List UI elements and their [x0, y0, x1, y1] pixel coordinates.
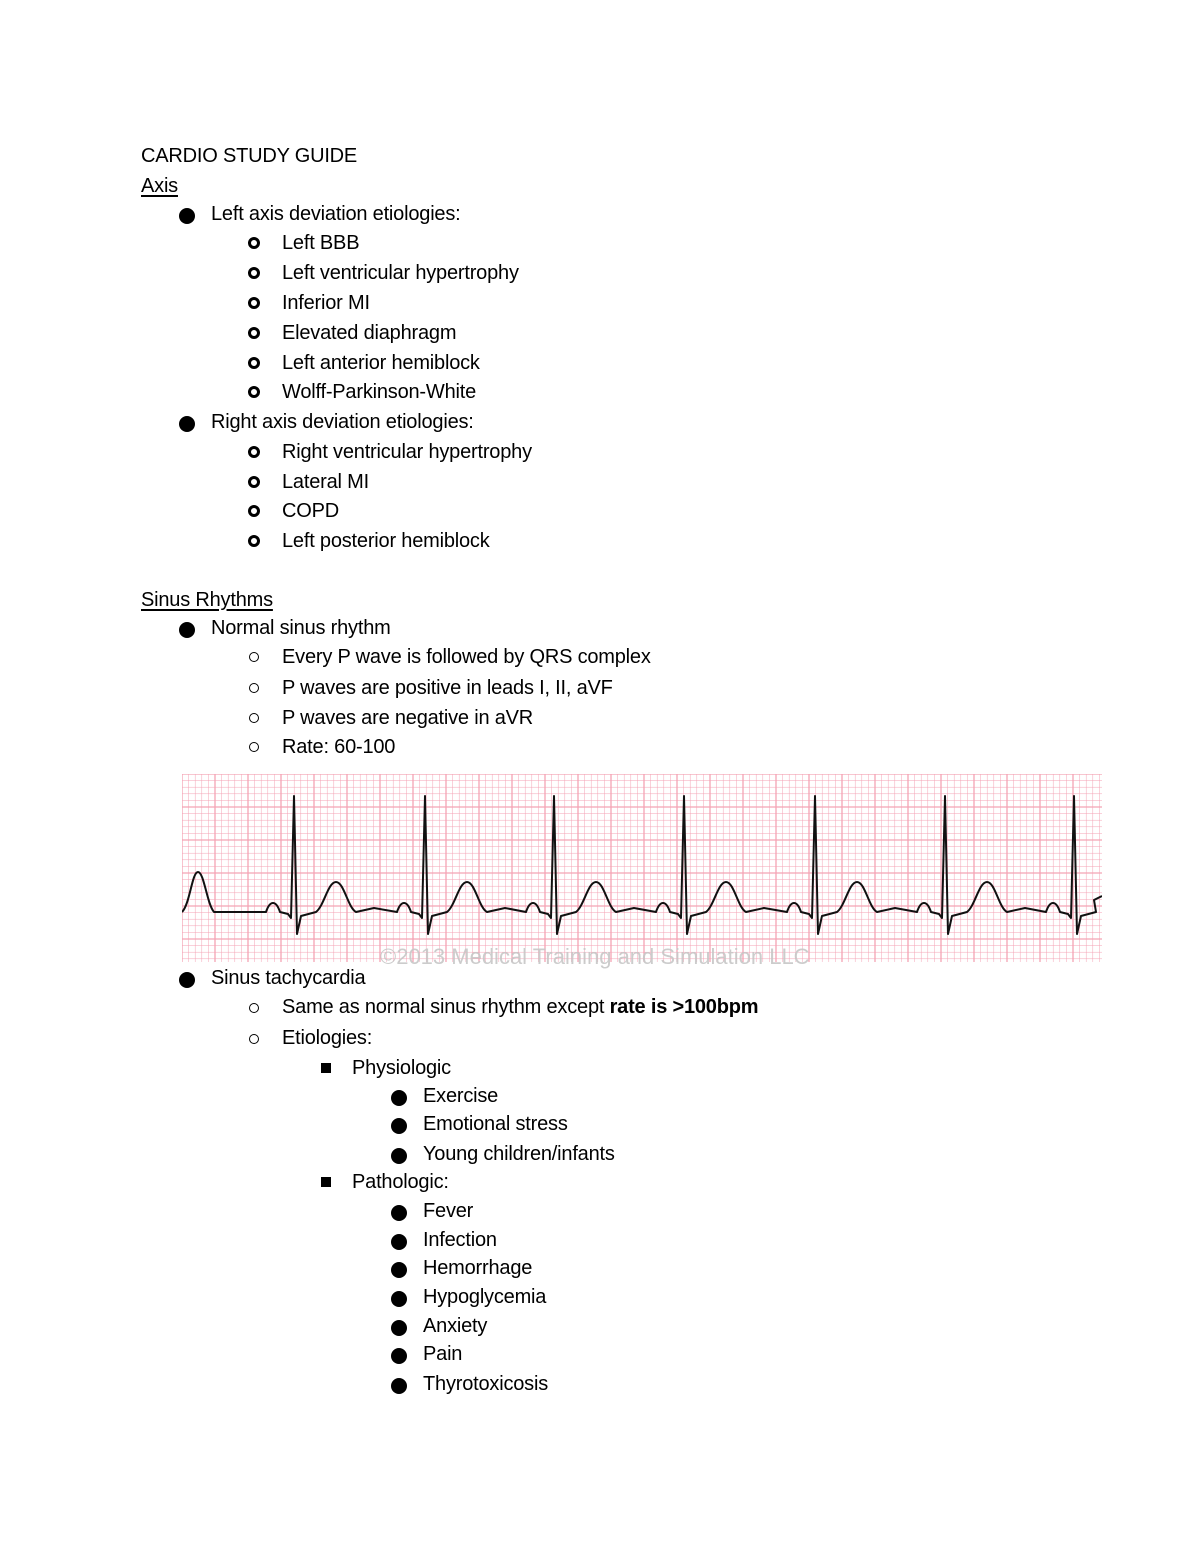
list-item: Hemorrhage — [423, 1257, 533, 1279]
bullet-disc-icon — [391, 1090, 407, 1106]
ecg-strip — [182, 774, 1102, 962]
bullet-disc-icon — [179, 622, 195, 638]
bullet-ring-icon — [248, 267, 260, 279]
bullet-ring-icon — [248, 446, 260, 458]
bullet-disc-icon — [391, 1262, 407, 1278]
bullet-disc-icon — [179, 972, 195, 988]
bullet-circle-icon — [249, 1003, 259, 1013]
right-axis-label: Right axis deviation etiologies: — [211, 411, 474, 433]
list-item: Young children/infants — [423, 1143, 615, 1165]
bullet-ring-icon — [248, 505, 260, 517]
bullet-ring-icon — [248, 297, 260, 309]
bullet-ring-icon — [248, 476, 260, 488]
list-item: Fever — [423, 1200, 474, 1222]
list-item: Thyrotoxicosis — [423, 1373, 549, 1395]
bullet-circle-icon — [249, 683, 259, 693]
bullet-disc-icon — [391, 1378, 407, 1394]
bullet-disc-icon — [179, 208, 195, 224]
axis-heading: Axis — [141, 175, 178, 197]
list-item: P waves are negative in aVR — [282, 707, 534, 729]
list-item: Lateral MI — [282, 471, 369, 493]
list-item: Inferior MI — [282, 292, 370, 314]
bullet-circle-icon — [249, 1034, 259, 1044]
bullet-ring-icon — [248, 327, 260, 339]
bullet-circle-icon — [249, 742, 259, 752]
list-item: P waves are positive in leads I, II, aVF — [282, 677, 613, 699]
list-item: Elevated diaphragm — [282, 322, 457, 344]
tachy-rate-prefix: Same as normal sinus rhythm except — [282, 996, 610, 1018]
list-item: COPD — [282, 500, 339, 522]
tachy-label: Sinus tachycardia — [211, 967, 366, 989]
nsr-label: Normal sinus rhythm — [211, 617, 391, 639]
bullet-ring-icon — [248, 535, 260, 547]
left-axis-label: Left axis deviation etiologies: — [211, 203, 461, 225]
bullet-square-icon — [321, 1177, 331, 1187]
bullet-disc-icon — [391, 1234, 407, 1250]
tachy-rate-line — [282, 995, 758, 1019]
bullet-square-icon — [321, 1063, 331, 1073]
bullet-disc-icon — [391, 1118, 407, 1134]
bullet-disc-icon — [391, 1291, 407, 1307]
bullet-disc-icon — [391, 1148, 407, 1164]
list-item: Hypoglycemia — [423, 1286, 547, 1308]
list-item: Left anterior hemiblock — [282, 352, 480, 374]
bullet-disc-icon — [391, 1348, 407, 1364]
bullet-disc-icon — [391, 1205, 407, 1221]
bullet-ring-icon — [248, 357, 260, 369]
sinus-heading: Sinus Rhythms — [141, 589, 273, 611]
list-item: Exercise — [423, 1085, 499, 1107]
ecg-watermark: ©2013 Medical Training and Simulation LLC — [380, 944, 810, 969]
list-item: Left BBB — [282, 232, 360, 254]
page-title: CARDIO STUDY GUIDE — [141, 145, 358, 167]
list-item: Infection — [423, 1229, 497, 1251]
bullet-disc-icon — [179, 416, 195, 432]
bullet-circle-icon — [249, 713, 259, 723]
list-item: Wolff-Parkinson-White — [282, 381, 477, 403]
list-item: Right ventricular hypertrophy — [282, 441, 532, 463]
bullet-ring-icon — [248, 386, 260, 398]
bullet-ring-icon — [248, 237, 260, 249]
pathologic-label: Pathologic: — [352, 1171, 449, 1193]
etiologies-label: Etiologies: — [282, 1027, 373, 1049]
bullet-disc-icon — [391, 1320, 407, 1336]
list-item: Rate: 60-100 — [282, 736, 396, 758]
list-item: Every P wave is followed by QRS complex — [282, 646, 651, 668]
list-item: Left posterior hemiblock — [282, 530, 490, 552]
list-item: Emotional stress — [423, 1113, 568, 1135]
bullet-circle-icon — [249, 652, 259, 662]
tachy-rate-bold: rate is >100bpm — [609, 996, 759, 1018]
list-item: Left ventricular hypertrophy — [282, 262, 519, 284]
list-item: Anxiety — [423, 1315, 488, 1337]
list-item: Pain — [423, 1343, 463, 1365]
physiologic-label: Physiologic — [352, 1057, 451, 1079]
ecg-background — [182, 774, 1102, 962]
